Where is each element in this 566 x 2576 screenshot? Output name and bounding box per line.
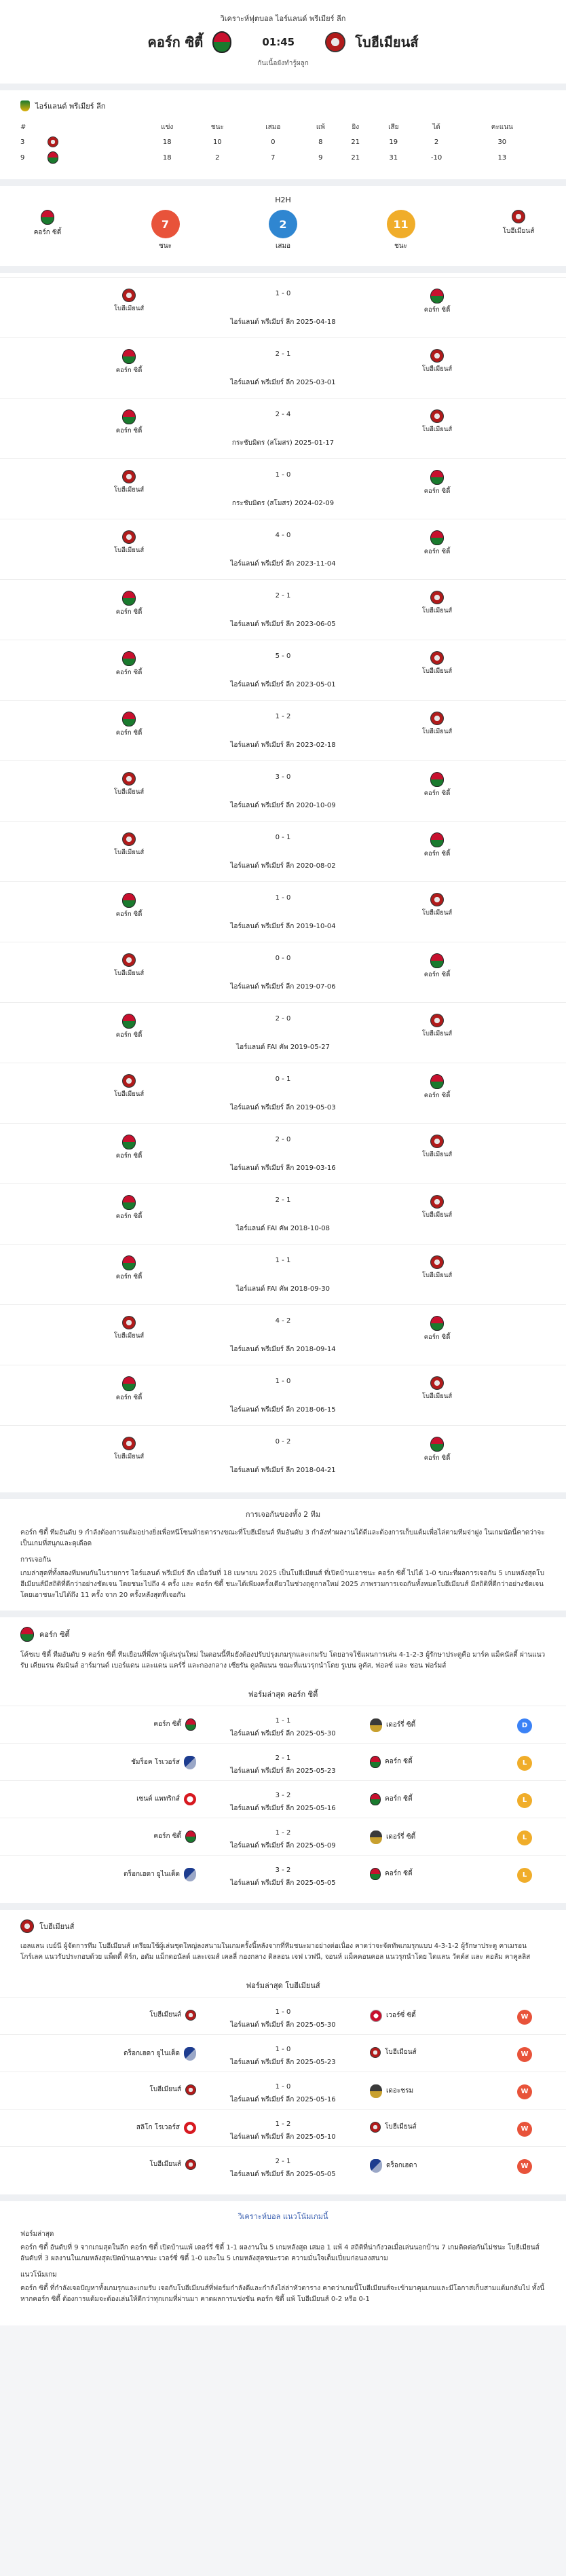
form-home-team[interactable]: โบฮีเมียนส์ — [149, 2084, 196, 2095]
match-competition-date: ไอร์แลนด์ พรีเมียร์ ลีก 2020-08-02 — [230, 862, 336, 870]
match-score: 4 - 0 — [275, 532, 291, 539]
form-match-row[interactable] — [0, 1706, 566, 1743]
h2h-match-row[interactable] — [0, 337, 566, 398]
h2h-match-row[interactable] — [0, 1304, 566, 1365]
match-competition-date: กระชับมิตร (สโมสร) 2024-02-09 — [231, 500, 335, 507]
match-score: 1 - 0 — [275, 894, 291, 902]
match-home-team[interactable]: คอร์ก ซิตี้ — [102, 712, 156, 738]
match-away-team[interactable]: คอร์ก ซิตี้ — [410, 1316, 464, 1342]
form-away-team[interactable]: คอร์ก ซิตี้ — [370, 1868, 413, 1880]
divider — [0, 1903, 566, 1910]
h2h-match-row[interactable] — [0, 881, 566, 942]
h2h-match-row[interactable] — [0, 579, 566, 640]
away-crest-icon — [430, 1014, 444, 1027]
prediction-trend-heading: แนวโน้มเกม — [20, 2271, 57, 2279]
match-score: 1 - 1 — [275, 1257, 291, 1264]
result-badge: D — [517, 1718, 532, 1733]
col-points: คะแนน — [491, 124, 513, 131]
h2h-draws: 2 เสมอ — [256, 210, 310, 251]
form-score: 1 - 0 — [275, 2082, 291, 2091]
form-competition-date: ไอร์แลนด์ พรีเมียร์ ลีก 2025-05-09 — [230, 1841, 336, 1850]
match-away-team[interactable]: โบฮีเมียนส์ — [410, 651, 464, 676]
table-row[interactable]: 9 18 2 7 9 21 31 -10 13 — [20, 149, 546, 166]
form-match-row[interactable] — [0, 2072, 566, 2109]
match-score: 2 - 1 — [275, 350, 291, 358]
home-team-card-text: โค้ชเบ ซิตี้ ทีมอันดับ 9 คอร์ก ซิตี้ ทีมเยือนที่พึ่งพาผู้เล่นรุ่นใหม่ ในตอนนี้ทีมยังต้องปรับปรุงเกมรุกและเกมรับ โดยอาจใช้แผนการเล่น 4-1-2-3 ผู้รักษาประตูคือ มาร์ค แม็คนัลตี้ ผ่านแนวรับ เคียแรน คัมมินส์ อาร์มานด์ เบอร์แดน และแดน แคร์รี่ และกองกลาง เซียรัน คูลลิแนน ขณะที่แนวรุกนำโดย รูเบน ลูคัส, ฟอลซ์ และ ชอน ฟอร์มส์ — [20, 1651, 546, 1670]
match-competition-date: ไอร์แลนด์ พรีเมียร์ ลีก 2025-04-18 — [230, 318, 336, 326]
match-competition-date: ไอร์แลนด์ พรีเมียร์ ลีก 2020-10-09 — [230, 802, 336, 809]
away-crest-icon — [370, 1868, 381, 1880]
form-home-team[interactable]: คอร์ก ซิตี้ — [153, 1718, 196, 1731]
match-away-team[interactable]: คอร์ก ซิตี้ — [410, 953, 464, 980]
prediction-title[interactable]: วิเคราะห์บอล แนวโน้มเกมนี้ — [238, 2211, 328, 2221]
bohs-crest-icon — [20, 1919, 34, 1933]
away-crest-icon — [430, 1135, 444, 1148]
result-badge: L — [517, 1793, 532, 1808]
form-competition-date: ไอร์แลนด์ พรีเมียร์ ลีก 2025-05-30 — [230, 2021, 336, 2029]
col-played: แข่ง — [161, 124, 174, 131]
away-crest-icon — [430, 470, 444, 485]
prediction-form-text: คอร์ก ซิตี้ อันดับที่ 9 จากเกมสุดในลีก คอร์ก ซิตี้ เปิดบ้านแพ้ เดอร์รี่ ซิตี้ 1-1 ผลงานใน 5 เกมหลังสุด เสมอ 1 แพ้ 4 สถิติที่น่ากังวลเมื่อเล่นนอกบ้าน 7 เกมติดต่อกันไม่ชนะ โบฮีเมียนส์ อันดับที่ 3 ผลงานในเกมหลังสุดเปิดบ้านเอาชนะ เวอร์ซี่ ซิตี้ 1-0 และใน 5 เกมหลังสุดชนะรวด ความมั่นใจเต็มเปี่ยมก่อนลงสนาม — [20, 2244, 540, 2263]
home-form-title: ฟอร์มล่าสุด คอร์ก ซิตี้ — [248, 1689, 318, 1699]
result-badge: W — [517, 2084, 532, 2099]
divider — [0, 179, 566, 186]
form-away-team[interactable]: คอร์ก ซิตี้ — [370, 1756, 413, 1768]
home-team-card-name[interactable]: คอร์ก ซิตี้ — [39, 1630, 70, 1639]
away-crest-icon — [430, 1195, 444, 1209]
h2h-match-row[interactable] — [0, 1425, 566, 1486]
prediction-section — [0, 2201, 566, 2326]
match-score: 3 - 0 — [275, 773, 291, 781]
match-score: 0 - 0 — [275, 955, 291, 962]
away-crest-icon — [430, 409, 444, 423]
home-team-card — [0, 1617, 566, 1681]
analysis-subheading: การเจอกัน — [20, 1556, 52, 1564]
match-home-team[interactable]: โบฮีเมียนส์ — [102, 772, 156, 797]
match-competition-date: ไอร์แลนด์ พรีเมียร์ ลีก 2019-10-04 — [230, 923, 336, 930]
divider — [0, 1492, 566, 1499]
col-for: ยิง — [352, 124, 360, 131]
match-score: 1 - 0 — [275, 290, 291, 297]
match-competition-date: ไอร์แลนด์ พรีเมียร์ ลีก 2019-03-16 — [230, 1164, 336, 1172]
analysis-intro: คอร์ก ซิตี้ ทีมอันดับ 9 กำลังต้องการแต้มอย่างยิ่งเพื่อหนีโซนท้ายตารางขณะที่โบฮีเมียนส์ ทีมอันดับ 3 กำลังทำผลงานได้ดีและต้องการเก็บแต้มเพื่อไล่ตามทีมจ่าฝูง ในเกมนัดนี้คาดว่าจะเป็นเกมที่สนุกและดุเดือด — [20, 1528, 545, 1547]
match-away-team[interactable]: คอร์ก ซิตี้ — [410, 530, 464, 557]
away-form-title: ฟอร์มล่าสุด โบฮีเมียนส์ — [246, 1981, 320, 1990]
match-home-team[interactable]: คอร์ก ซิตี้ — [102, 893, 156, 919]
result-badge: L — [517, 1868, 532, 1883]
form-score: 3 - 2 — [275, 1866, 291, 1874]
h2h-match-row[interactable] — [0, 760, 566, 821]
form-match-row[interactable] — [0, 2146, 566, 2184]
match-score: 2 - 4 — [275, 411, 291, 418]
match-home-team[interactable]: โบฮีเมียนส์ — [102, 470, 156, 495]
h2h-away-team[interactable]: โบฮีเมียนส์ — [491, 210, 546, 236]
form-away-team[interactable]: ดร็อกเฮดา — [370, 2159, 417, 2173]
h2h-match-row[interactable] — [0, 942, 566, 1002]
h2h-match-row[interactable] — [0, 398, 566, 458]
match-home-team[interactable]: โบฮีเมียนส์ — [102, 953, 156, 978]
match-score: 2 - 0 — [275, 1136, 291, 1143]
form-competition-date: ไอร์แลนด์ พรีเมียร์ ลีก 2025-05-16 — [230, 2095, 336, 2103]
match-home-team[interactable]: โบฮีเมียนส์ — [102, 1437, 156, 1462]
form-score: 2 - 1 — [275, 1754, 291, 1762]
h2h-home-team[interactable]: คอร์ก ซิตี้ — [20, 210, 75, 238]
match-home-team[interactable]: คอร์ก ซิตี้ — [102, 1195, 156, 1221]
match-home-team[interactable]: คอร์ก ซิตี้ — [102, 1376, 156, 1403]
away-crest-icon — [430, 1255, 444, 1269]
bohs-crest-icon — [48, 136, 58, 147]
match-competition-date: ไอร์แลนด์ พรีเมียร์ ลีก 2018-04-21 — [230, 1467, 336, 1474]
form-match-row[interactable] — [0, 1997, 566, 2034]
match-score: 1 - 2 — [275, 713, 291, 720]
result-badge: L — [517, 1830, 532, 1845]
h2h-match-row[interactable] — [0, 1002, 566, 1063]
form-competition-date: ไอร์แลนด์ พรีเมียร์ ลีก 2025-05-16 — [230, 1804, 336, 1812]
form-match-row[interactable] — [0, 1743, 566, 1780]
bohs-crest-icon — [512, 210, 525, 223]
away-crest-icon — [430, 1316, 444, 1331]
match-away-team[interactable]: โบฮีเมียนส์ — [410, 1195, 464, 1220]
match-competition-date: ไอร์แลนด์ พรีเมียร์ ลีก 2023-02-18 — [230, 741, 336, 749]
match-home-team[interactable]: โบฮีเมียนส์ — [102, 1074, 156, 1099]
cork-crest-icon — [41, 210, 54, 225]
form-home-team[interactable]: เซนต์ แพทริกส์ — [136, 1793, 196, 1805]
result-badge: L — [517, 1756, 532, 1771]
away-crest-icon — [430, 1437, 444, 1452]
away-team-card-text: เอลแลน เบย์นี ผู้จัดการทีม โบฮีเมียนส์ เตรียมใช้ผู้เล่นชุดใหญ่ลงสนามในเกมครั้งนี้หลังจากที่ทีมชนะมาอย่างต่อเนื่อง คาดว่าจะจัดทัพเกมรุกแบบ 4-3-1-2 ผู้รักษาประตู คาเมรอน โกร์เลค แนวรับประกอบด้วย แพ็ดดี้ คิร์ก, อดัม แม็กดอนัลด์ และเจมส์ เคลลี่ กองกลาง ดิลลอน เจฟ เวฟนี, จอนห์ แม็คคอนคอล แนวรุกนำโดย ไดแลน วัตต์ส และ คอลัม คาคูลลิส — [20, 1942, 531, 1961]
match-home-team[interactable]: โบฮีเมียนส์ — [102, 289, 156, 314]
match-time: 01:45 — [262, 36, 295, 48]
col-won: ชนะ — [210, 124, 224, 131]
h2h-match-row[interactable] — [0, 519, 566, 579]
match-away-team[interactable]: โบฮีเมียนส์ — [410, 893, 464, 918]
match-competition-date: ไอร์แลนด์ FAI คัพ 2019-05-27 — [236, 1044, 330, 1051]
cork-crest-icon — [20, 1627, 34, 1642]
standings-section — [0, 90, 566, 179]
away-crest-icon — [370, 2047, 381, 2058]
away-crest-icon — [430, 651, 444, 665]
match-away-team[interactable]: โบฮีเมียนส์ — [410, 1255, 464, 1281]
match-home-team[interactable]: โบฮีเมียนส์ — [102, 832, 156, 858]
form-match-row[interactable] — [0, 2109, 566, 2146]
form-home-team[interactable]: สลิโก โรเวอร์ส — [136, 2122, 196, 2134]
prediction-form-heading: ฟอร์มล่าสุด — [20, 2230, 54, 2239]
match-home-team[interactable]: คอร์ก ซิตี้ — [102, 1135, 156, 1161]
form-away-team[interactable]: โบฮีเมียนส์ — [370, 2122, 417, 2133]
away-crest-icon — [430, 1376, 444, 1390]
away-crest-icon — [430, 712, 444, 725]
form-score: 1 - 1 — [275, 1716, 291, 1725]
col-team — [48, 120, 143, 134]
result-badge: W — [517, 2159, 532, 2174]
form-competition-date: ไอร์แลนด์ พรีเมียร์ ลีก 2025-05-05 — [230, 1879, 336, 1887]
divider — [0, 1611, 566, 1617]
form-competition-date: ไอร์แลนด์ พรีเมียร์ ลีก 2025-05-23 — [230, 2058, 336, 2066]
form-away-team[interactable]: โบฮีเมียนส์ — [370, 2047, 417, 2058]
form-score: 1 - 0 — [275, 2008, 291, 2016]
table-row[interactable]: 3 18 10 0 8 21 19 2 30 — [20, 134, 546, 149]
away-team-name[interactable]: โบฮีเมียนส์ — [355, 34, 419, 50]
form-home-team[interactable]: คอร์ก ซิตี้ — [153, 1830, 196, 1843]
match-home-team[interactable]: คอร์ก ซิตี้ — [102, 1255, 156, 1282]
match-away-team[interactable]: โบฮีเมียนส์ — [410, 349, 464, 374]
h2h-match-row[interactable] — [0, 821, 566, 881]
form-competition-date: ไอร์แลนด์ พรีเมียร์ ลีก 2025-05-05 — [230, 2170, 336, 2178]
match-away-team[interactable]: คอร์ก ซิตี้ — [410, 1074, 464, 1101]
match-away-team[interactable]: โบฮีเมียนส์ — [410, 591, 464, 616]
form-home-team[interactable]: โบฮีเมียนส์ — [149, 2159, 196, 2170]
match-score: 2 - 0 — [275, 1015, 291, 1023]
h2h-match-row[interactable] — [0, 1244, 566, 1304]
form-away-team[interactable]: เดอร์รี่ ซิตี้ — [370, 1718, 415, 1732]
match-away-team[interactable]: คอร์ก ซิตี้ — [410, 832, 464, 859]
away-crest-icon — [370, 2010, 382, 2022]
away-crest-icon — [370, 2122, 381, 2133]
h2h-losses: 11 ชนะ — [374, 210, 428, 251]
match-competition-date: ไอร์แลนด์ พรีเมียร์ ลีก 2025-03-01 — [230, 379, 336, 386]
match-away-team[interactable]: โบฮีเมียนส์ — [410, 409, 464, 435]
away-crest-icon — [370, 2084, 382, 2098]
match-away-team[interactable]: โบฮีเมียนส์ — [410, 712, 464, 737]
analysis-title: การเจอกันของทั้ง 2 ทีม — [245, 1510, 321, 1519]
away-team-card — [0, 1910, 566, 1972]
home-team-name[interactable]: คอร์ก ซิตี้ — [147, 34, 204, 50]
analysis-body: เกมล่าสุดที่ทั้งสองทีมพบกันในรายการ ไอร์แลนด์ พรีเมียร์ ลีก เมื่อวันที่ 18 เมษายน 2025 เป็นโบฮีเมียนส์ ที่เปิดบ้านเอาชนะ คอร์ก ซิตี้ ไปได้ 1-0 ขณะที่ผลการเจอกัน 5 เกมหลังสุดโบฮีเมียนส์มีสถิติที่ดีกว่าอย่างชัดเจน โดยชนะไปถึง 4 ครั้ง และ คอร์ก ซิตี้ ชนะได้เพียงครั้งเดียวในช่วงฤดูกาลใหม่ 2025 ภาพรวมการเจอกันทั้งหมดโบฮีเมียนส์ มีสถิติที่ดีกว่าอย่างชัดเจน โดยเอาชนะไปได้ถึง 11 ครั้ง จาก 20 ครั้งหลังสุดที่เจอกัน — [20, 1569, 544, 1599]
away-form-section — [0, 1972, 566, 2194]
match-away-team[interactable]: คอร์ก ซิตี้ — [410, 289, 464, 315]
form-match-row[interactable] — [0, 1818, 566, 1855]
form-competition-date: ไอร์แลนด์ พรีเมียร์ ลีก 2025-05-10 — [230, 2133, 336, 2141]
away-crest-icon — [430, 772, 444, 787]
h2h-match-row[interactable] — [0, 1183, 566, 1244]
match-away-team[interactable]: โบฮีเมียนส์ — [410, 1135, 464, 1160]
analysis-section — [0, 1499, 566, 1611]
h2h-match-row[interactable] — [0, 458, 566, 519]
match-score: 1 - 0 — [275, 471, 291, 479]
away-crest-icon — [430, 1074, 444, 1089]
form-score: 1 - 0 — [275, 2045, 291, 2053]
match-away-team[interactable]: โบฮีเมียนส์ — [410, 1014, 464, 1039]
match-home-team[interactable]: คอร์ก ซิตี้ — [102, 1014, 156, 1040]
match-competition-date: ไอร์แลนด์ FAI คัพ 2018-09-30 — [236, 1285, 330, 1293]
match-competition-date: ไอร์แลนด์ พรีเมียร์ ลีก 2023-11-04 — [230, 560, 336, 568]
col-lost: แพ้ — [316, 124, 325, 131]
match-score: 2 - 1 — [275, 1196, 291, 1204]
result-badge: W — [517, 2047, 532, 2062]
prediction-trend-text: คอร์ก ซิตี้ ที่กำลังเจอปัญหาทั้งเกมรุกและเกมรับ เจอกับโบฮีเมียนส์ที่ฟอร์มกำลังดีและกำลังไล่ล่าหัวตาราง คาดว่าเกมนี้โบฮีเมียนส์จะเข้ามาคุมเกมและมีโอกาสเก็บสามแต้มกลับไป ทั้งนี้หากคอร์ก ซิตี้ ต้องการแต้มจะต้องเล่นให้ดีกว่าทุกเกมที่ผ่านมา คาดผลการแข่งขัน คอร์ก ซิตี้ แพ้ โบฮีเมียนส์ 0-2 หรือ 0-1 — [20, 2285, 545, 2304]
match-score: 0 - 1 — [275, 1075, 291, 1083]
match-header — [0, 0, 566, 84]
match-score: 0 - 2 — [275, 1438, 291, 1446]
h2h-match-row[interactable] — [0, 1365, 566, 1425]
match-competition-date: ไอร์แลนด์ พรีเมียร์ ลีก 2023-06-05 — [230, 621, 336, 628]
away-crest-icon — [430, 530, 444, 545]
away-crest-icon — [430, 289, 444, 303]
match-away-team[interactable]: คอร์ก ซิตี้ — [410, 470, 464, 496]
h2h-summary — [0, 186, 566, 266]
match-away-team[interactable]: โบฮีเมียนส์ — [410, 1376, 464, 1401]
divider — [0, 2194, 566, 2201]
match-competition-date: ไอร์แลนด์ พรีเมียร์ ลีก 2018-09-14 — [230, 1346, 336, 1353]
form-home-team[interactable]: ดร็อกเฮดา ยูไนเต็ด — [124, 2047, 196, 2061]
away-crest-icon — [370, 2159, 382, 2173]
away-crest-icon — [370, 1793, 381, 1805]
away-crest-icon — [430, 893, 444, 906]
h2h-match-row[interactable] — [0, 700, 566, 760]
h2h-match-list — [0, 273, 566, 1492]
form-score: 1 - 2 — [275, 1828, 291, 1837]
h2h-match-row[interactable] — [0, 640, 566, 700]
form-match-row[interactable] — [0, 1780, 566, 1818]
h2h-title: H2H — [275, 196, 291, 204]
form-score: 1 - 2 — [275, 2120, 291, 2128]
match-home-team[interactable]: โบฮีเมียนส์ — [102, 530, 156, 555]
form-away-team[interactable]: คอร์ก ซิตี้ — [370, 1793, 413, 1805]
result-badge: W — [517, 2010, 532, 2025]
away-team-card-name[interactable]: โบฮีเมียนส์ — [39, 1921, 75, 1931]
form-away-team[interactable]: เดอะชรม — [370, 2084, 413, 2098]
form-away-team[interactable]: เดอร์รี่ ซิตี้ — [370, 1830, 415, 1844]
match-competition-date: ไอร์แลนด์ พรีเมียร์ ลีก 2019-07-06 — [230, 983, 336, 991]
league-logo-icon — [20, 100, 30, 111]
away-team-crest-icon[interactable] — [325, 32, 345, 52]
match-score: 2 - 1 — [275, 592, 291, 600]
match-competition-date: ไอร์แลนด์ FAI คัพ 2018-10-08 — [236, 1225, 330, 1232]
cork-crest-icon — [48, 151, 58, 164]
match-home-team[interactable]: คอร์ก ซิตี้ — [102, 591, 156, 617]
col-against: เสีย — [388, 124, 399, 131]
match-status: กันเนื้อยังทำรู้ผลูก — [257, 60, 309, 67]
match-away-team[interactable]: คอร์ก ซิตี้ — [410, 1437, 464, 1463]
form-match-row[interactable] — [0, 2034, 566, 2072]
away-crest-icon — [430, 349, 444, 363]
col-diff: ได้ — [432, 124, 440, 131]
match-home-team[interactable]: คอร์ก ซิตี้ — [102, 651, 156, 678]
form-away-team[interactable]: เวอร์ซี่ ซิตี้ — [370, 2010, 416, 2022]
match-competition-date: ไอร์แลนด์ พรีเมียร์ ลีก 2018-06-15 — [230, 1406, 336, 1414]
away-crest-icon — [370, 1830, 382, 1844]
form-competition-date: ไอร์แลนด์ พรีเมียร์ ลีก 2025-05-23 — [230, 1767, 336, 1775]
form-score: 3 - 2 — [275, 1791, 291, 1799]
col-drawn: เสมอ — [265, 124, 281, 131]
form-match-row[interactable] — [0, 1855, 566, 1892]
standings-league-name[interactable]: ไอร์แลนด์ พรีเมียร์ ลีก — [35, 102, 106, 111]
h2h-match-row[interactable] — [0, 1063, 566, 1123]
match-home-team[interactable]: โบฮีเมียนส์ — [102, 1316, 156, 1341]
match-score: 4 - 2 — [275, 1317, 291, 1325]
away-crest-icon — [430, 953, 444, 968]
league-title: วิเคราะห์ฟุตบอล ไอร์แลนด์ พรีเมียร์ ลีก — [220, 14, 346, 23]
form-home-team[interactable]: โบฮีเมียนส์ — [149, 2010, 196, 2021]
form-home-team[interactable]: ดร็อกเฮดา ยูไนเต็ด — [124, 1868, 196, 1881]
home-form-section — [0, 1681, 566, 1903]
result-badge: W — [517, 2122, 532, 2137]
away-crest-icon — [370, 1756, 381, 1768]
match-competition-date: ไอร์แลนด์ พรีเมียร์ ลีก 2023-05-01 — [230, 681, 336, 688]
form-score: 2 - 1 — [275, 2157, 291, 2165]
away-crest-icon — [430, 591, 444, 604]
away-crest-icon — [370, 1718, 382, 1732]
standings-table — [20, 120, 546, 166]
match-away-team[interactable]: คอร์ก ซิตี้ — [410, 772, 464, 798]
away-crest-icon — [430, 832, 444, 847]
match-home-team[interactable]: คอร์ก ซิตี้ — [102, 409, 156, 436]
match-competition-date: กระชับมิตร (สโมสร) 2025-01-17 — [231, 439, 335, 447]
home-team-crest-icon[interactable] — [212, 31, 231, 53]
h2h-match-row[interactable] — [0, 1123, 566, 1183]
match-score: 0 - 1 — [275, 834, 291, 841]
h2h-wins: 7 ชนะ — [138, 210, 193, 251]
match-score: 5 - 0 — [275, 652, 291, 660]
form-home-team[interactable]: ชัมร็อค โรเวอร์ส — [131, 1756, 196, 1769]
match-score: 1 - 0 — [275, 1378, 291, 1385]
divider — [0, 266, 566, 273]
divider — [0, 84, 566, 90]
match-competition-date: ไอร์แลนด์ พรีเมียร์ ลีก 2019-05-03 — [230, 1104, 336, 1111]
col-rank: # — [20, 124, 26, 131]
form-competition-date: ไอร์แลนด์ พรีเมียร์ ลีก 2025-05-30 — [230, 1729, 336, 1737]
match-home-team[interactable]: คอร์ก ซิตี้ — [102, 349, 156, 375]
h2h-match-row[interactable] — [0, 277, 566, 337]
